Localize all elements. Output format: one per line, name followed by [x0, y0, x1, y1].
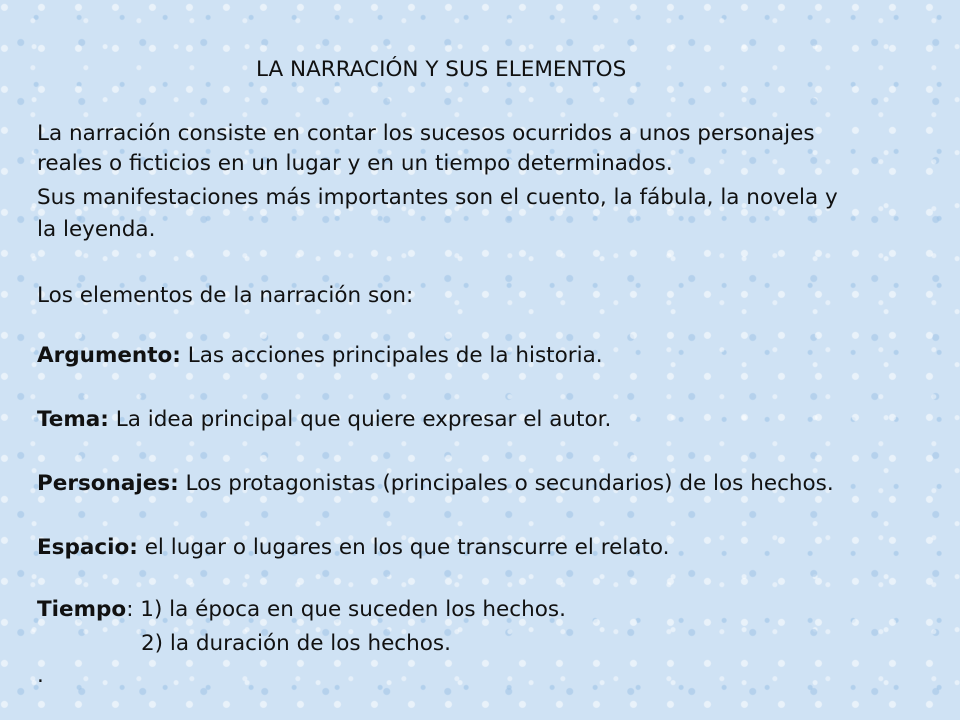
intro-line-4: la leyenda. [37, 217, 156, 242]
intro-line-3: Sus manifestaciones más importantes son el cuento, la fábula, la novela y [37, 185, 838, 210]
tiempo-second-item: 2) la duración de los hechos. [141, 631, 451, 656]
element-term: Tema: [37, 407, 109, 432]
intro-line-2: reales o ficticios en un lugar y en un tiempo determinados. [37, 151, 673, 176]
intro-line-1: La narración consiste en contar los sucesos ocurridos a unos personajes [37, 121, 815, 146]
element-espacio [37, 536, 670, 560]
element-personajes [37, 472, 834, 496]
element-tiempo [37, 598, 566, 622]
element-tema [37, 408, 611, 432]
element-term: Espacio: [37, 535, 138, 560]
element-definition: La idea principal que quiere expresar el autor. [108, 407, 612, 432]
document-title: LA NARRACIÓN Y SUS ELEMENTOS [256, 57, 627, 82]
element-definition: el lugar o lugares en los que transcurre el relato. [137, 535, 670, 560]
element-definition: : 1) la época en que suceden los hechos. [126, 597, 566, 622]
trailing-dot: . [37, 663, 44, 688]
element-term: Personajes: [37, 471, 179, 496]
elements-intro: Los elementos de la narración son: [37, 283, 414, 308]
element-argumento [37, 344, 603, 368]
element-term: Tiempo [37, 597, 127, 622]
element-term: Argumento: [37, 343, 181, 368]
element-definition: Los protagonistas (principales o secundarios) de los hechos. [178, 471, 834, 496]
element-definition: Las acciones principales de la historia. [180, 343, 603, 368]
